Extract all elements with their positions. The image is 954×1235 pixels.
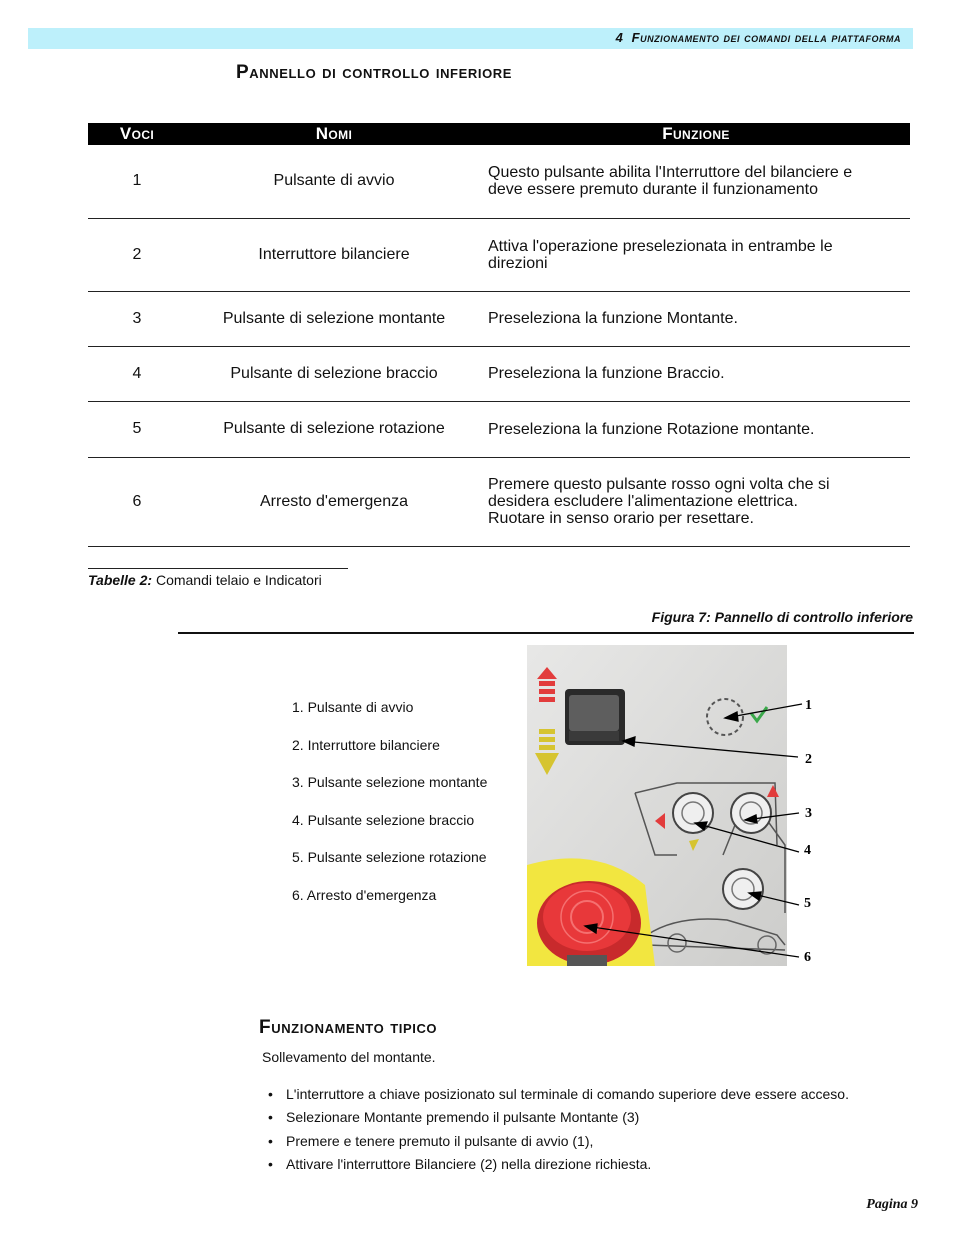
funzione-line: Questo pulsante abilita l'Interruttore del bilanciere e — [488, 164, 853, 182]
table-row — [88, 291, 910, 346]
caption-label: Tabelle 2: — [88, 572, 153, 588]
section-intro: Sollevamento del montante. — [262, 1049, 436, 1065]
bullet-icon: • — [268, 1132, 273, 1149]
funzione-line: Attiva l'operazione preselezionata in entrambe le — [488, 237, 833, 255]
list-item: • Attivare l'interruttore Bilanciere (2) nella direzione richiesta. — [268, 1155, 652, 1172]
funzione-line: desidera escludere l'alimentazione elettrica. — [488, 493, 798, 510]
list-item: • Selezionare Montante premendo il pulsante Montante (3) — [268, 1109, 640, 1126]
legend-item: 4. Pulsante selezione braccio — [292, 811, 475, 828]
cell-voce: 5 — [88, 401, 186, 457]
funzione-line: Preseleziona la funzione Rotazione montante. — [488, 420, 815, 438]
funzione-line: deve essere premuto durante il funzionamento — [488, 181, 818, 199]
callout-number: 2 — [805, 752, 812, 767]
bullet-icon: • — [268, 1109, 273, 1126]
chapter-header — [616, 30, 901, 45]
cell-voce: 3 — [88, 291, 186, 346]
cell-nome: Arresto d'emergenza — [186, 457, 482, 546]
callout-number: 3 — [805, 806, 812, 821]
steps-list — [268, 1086, 849, 1179]
chapter-title: Funzionamento dei comandi della piattaforma — [631, 30, 901, 45]
table-row — [88, 401, 910, 457]
table-row — [88, 145, 910, 218]
table-row — [88, 218, 910, 291]
legend-item: 3. Pulsante selezione montante — [292, 774, 488, 790]
funzione-line: Premere questo pulsante rosso ogni volta che si — [488, 476, 830, 493]
list-item: • Premere e tenere premuto il pulsante di avvio (1), — [268, 1132, 594, 1149]
figure-title: Figura 7: Pannello di controllo inferiore — [651, 609, 913, 625]
table-row — [88, 457, 910, 546]
funzione-line: Preseleziona la funzione Montante. — [488, 310, 738, 327]
funzione-line: direzioni — [488, 254, 548, 272]
caption-text: Comandi telaio e Indicatori — [152, 572, 322, 588]
controls-table — [88, 123, 910, 547]
cell-funzione — [482, 218, 910, 291]
table-header-row — [88, 123, 910, 145]
section-title-pannello: Pannello di controllo inferiore — [236, 62, 513, 83]
funzione-line: Preseleziona la funzione Braccio. — [488, 365, 725, 382]
figure-legend — [292, 699, 487, 924]
callout-number: 4 — [804, 843, 811, 858]
figure-rule — [178, 632, 914, 634]
cell-voce: 4 — [88, 346, 186, 401]
callout-number: 6 — [804, 950, 811, 965]
section-title-funzionamento: Funzionamento tipico — [259, 1017, 438, 1038]
caption-rule — [88, 568, 348, 569]
list-item: • L'interruttore a chiave posizionato sul terminale di comando superiore deve essere acceso. — [268, 1086, 849, 1102]
cell-nome: Pulsante di avvio — [186, 145, 482, 218]
legend-item: 6. Arresto d'emergenza — [292, 886, 437, 903]
cell-voce: 1 — [88, 145, 186, 218]
legend-item: 5. Pulsante selezione rotazione — [292, 849, 487, 865]
bullet-icon: • — [268, 1086, 273, 1102]
table-caption — [88, 572, 322, 588]
legend-item: 1. Pulsante di avvio — [292, 699, 414, 715]
cell-nome: Interruttore bilanciere — [186, 218, 482, 291]
column-header-nomi: Nomi — [186, 123, 482, 145]
callout-number: 1 — [805, 698, 812, 713]
cell-voce: 6 — [88, 457, 186, 546]
column-header-funzione: Funzione — [482, 123, 910, 145]
cell-funzione — [482, 457, 910, 546]
table-row — [88, 346, 910, 401]
table-body — [88, 145, 910, 546]
funzione-line: Ruotare in senso orario per resettare. — [488, 510, 754, 527]
cell-funzione — [482, 401, 910, 457]
bullet-icon: • — [268, 1155, 273, 1172]
callout-number: 5 — [804, 896, 811, 911]
cell-funzione — [482, 291, 910, 346]
cell-funzione — [482, 145, 910, 218]
page-number: Pagina 9 — [866, 1197, 918, 1212]
figure-callouts — [527, 645, 827, 975]
legend-item: 2. Interruttore bilanciere — [292, 736, 440, 753]
cell-funzione — [482, 346, 910, 401]
cell-nome: Pulsante di selezione braccio — [186, 346, 482, 401]
cell-nome: Pulsante di selezione montante — [186, 291, 482, 346]
cell-voce: 2 — [88, 218, 186, 291]
chapter-number: 4 — [615, 30, 624, 45]
column-header-voci: Voci — [88, 123, 186, 145]
cell-nome: Pulsante di selezione rotazione — [186, 401, 482, 457]
